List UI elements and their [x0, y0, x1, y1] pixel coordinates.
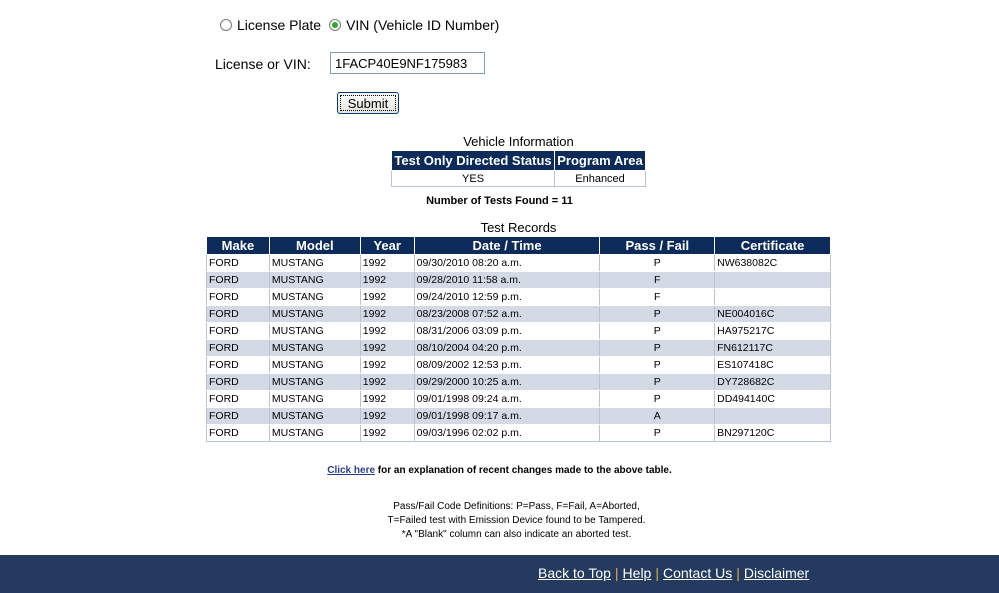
col-header-date-time: Date / Time	[414, 237, 600, 255]
col-header-model: Model	[269, 237, 360, 255]
cell-make: FORD	[207, 323, 270, 340]
definition-line: Pass/Fail Code Definitions: P=Pass, F=Fail, A=Aborted,	[393, 501, 640, 512]
tests-found-count: Number of Tests Found = 11	[426, 195, 573, 207]
contact-us-link[interactable]: Contact Us	[662, 565, 733, 581]
changes-note	[0, 465, 999, 476]
footer-separator: |	[736, 565, 740, 581]
cell-year: 1992	[360, 425, 414, 442]
cell-date-time: 08/10/2004 04:20 p.m.	[414, 340, 600, 357]
test-records-table	[206, 236, 831, 442]
cell-model: MUSTANG	[269, 357, 360, 374]
table-row	[207, 289, 831, 306]
cell-make: FORD	[207, 340, 270, 357]
vehicle-info-caption: Vehicle Information	[463, 134, 574, 149]
cell-year: 1992	[360, 374, 414, 391]
vehicle-info-table	[391, 150, 646, 187]
test-records-caption: Test Records	[480, 220, 557, 235]
cell-model: MUSTANG	[269, 272, 360, 289]
cell-year: 1992	[360, 408, 414, 425]
cell-certificate	[715, 272, 831, 289]
cell-pass-fail: F	[600, 289, 715, 306]
cell-pass-fail: P	[600, 340, 715, 357]
help-link[interactable]: Help	[622, 565, 652, 581]
table-row	[207, 340, 831, 357]
table-row	[207, 374, 831, 391]
cell-year: 1992	[360, 306, 414, 323]
cell-date-time: 09/28/2010 11:58 a.m.	[414, 272, 600, 289]
back-to-top-link[interactable]: Back to Top	[538, 565, 611, 581]
definition-line: T=Failed test with Emission Device found to be Tampered.	[387, 515, 646, 526]
cell-date-time: 08/31/2006 03:09 p.m.	[414, 323, 600, 340]
radio-vin[interactable]	[329, 19, 341, 31]
footer-separator: |	[614, 565, 619, 581]
cell-certificate	[715, 408, 831, 425]
cell-certificate: FN612117C	[715, 340, 831, 357]
disclaimer-link[interactable]: Disclaimer	[743, 565, 810, 581]
cell-pass-fail: P	[600, 255, 715, 272]
cell-certificate: NE004016C	[715, 306, 831, 323]
cell-year: 1992	[360, 289, 414, 306]
cell-model: MUSTANG	[269, 408, 360, 425]
table-row	[207, 272, 831, 289]
cell-make: FORD	[207, 255, 270, 272]
cell-date-time: 09/29/2000 10:25 a.m.	[414, 374, 600, 391]
license-or-vin-label: License or VIN:	[215, 56, 311, 72]
cell-pass-fail: P	[600, 357, 715, 374]
cell-certificate: DD494140C	[715, 391, 831, 408]
cell-pass-fail: P	[600, 425, 715, 442]
cell-pass-fail: P	[600, 306, 715, 323]
cell-make: FORD	[207, 425, 270, 442]
search-type-radio-group	[220, 17, 507, 33]
cell-date-time: 09/01/1998 09:17 a.m.	[414, 408, 600, 425]
cell-pass-fail: P	[600, 374, 715, 391]
submit-button[interactable]: Submit	[337, 92, 399, 114]
cell-make: FORD	[207, 272, 270, 289]
vi-header-program-area: Program Area	[555, 151, 646, 171]
cell-year: 1992	[360, 323, 414, 340]
table-row	[207, 425, 831, 442]
table-row	[207, 306, 831, 323]
cell-certificate: ES107418C	[715, 357, 831, 374]
cell-pass-fail: A	[600, 408, 715, 425]
col-header-make: Make	[207, 237, 270, 255]
click-here-link[interactable]: Click here	[327, 465, 376, 476]
vi-status-value: YES	[392, 171, 555, 187]
cell-date-time: 09/01/1998 09:24 a.m.	[414, 391, 600, 408]
cell-model: MUSTANG	[269, 306, 360, 323]
cell-certificate: NW638082C	[715, 255, 831, 272]
vi-header-status: Test Only Directed Status	[392, 151, 555, 171]
col-header-year: Year	[360, 237, 414, 255]
cell-model: MUSTANG	[269, 425, 360, 442]
cell-pass-fail: P	[600, 391, 715, 408]
table-row	[207, 323, 831, 340]
vi-program-area-value: Enhanced	[555, 171, 646, 187]
radio-license-plate-label[interactable]: License Plate	[237, 17, 322, 33]
cell-certificate: DY728682C	[715, 374, 831, 391]
cell-model: MUSTANG	[269, 374, 360, 391]
col-header-certificate: Certificate	[715, 237, 831, 255]
cell-certificate: HA975217C	[715, 323, 831, 340]
cell-make: FORD	[207, 289, 270, 306]
table-row	[207, 357, 831, 374]
cell-date-time: 08/09/2002 12:53 p.m.	[414, 357, 600, 374]
table-row	[207, 408, 831, 425]
cell-year: 1992	[360, 391, 414, 408]
cell-make: FORD	[207, 306, 270, 323]
cell-make: FORD	[207, 391, 270, 408]
radio-vin-label[interactable]: VIN (Vehicle ID Number)	[346, 17, 500, 33]
definition-line: *A "Blank" column can also indicate an aborted test.	[401, 529, 632, 540]
table-row	[207, 391, 831, 408]
footer-separator: |	[655, 565, 659, 581]
cell-model: MUSTANG	[269, 391, 360, 408]
cell-certificate: BN297120C	[715, 425, 831, 442]
test-records-header-row	[207, 237, 831, 255]
cell-year: 1992	[360, 272, 414, 289]
cell-date-time: 09/24/2010 12:59 p.m.	[414, 289, 600, 306]
cell-date-time: 09/03/1996 02:02 p.m.	[414, 425, 600, 442]
cell-pass-fail: P	[600, 323, 715, 340]
pass-fail-definitions	[0, 500, 999, 542]
cell-model: MUSTANG	[269, 289, 360, 306]
table-row	[207, 255, 831, 272]
cell-make: FORD	[207, 374, 270, 391]
cell-date-time: 09/30/2010 08:20 a.m.	[414, 255, 600, 272]
cell-model: MUSTANG	[269, 255, 360, 272]
cell-year: 1992	[360, 340, 414, 357]
changes-note-text: for an explanation of recent changes made to the above table.	[375, 465, 672, 476]
cell-make: FORD	[207, 357, 270, 374]
footer-bar	[0, 555, 999, 593]
cell-date-time: 08/23/2008 07:52 a.m.	[414, 306, 600, 323]
cell-make: FORD	[207, 408, 270, 425]
cell-year: 1992	[360, 357, 414, 374]
cell-model: MUSTANG	[269, 323, 360, 340]
license-or-vin-input[interactable]	[330, 52, 485, 74]
cell-certificate	[715, 289, 831, 306]
cell-year: 1992	[360, 255, 414, 272]
col-header-pass-fail: Pass / Fail	[600, 237, 715, 255]
footer-links	[538, 565, 809, 581]
cell-pass-fail: F	[600, 272, 715, 289]
cell-model: MUSTANG	[269, 340, 360, 357]
radio-license-plate[interactable]	[220, 19, 232, 31]
